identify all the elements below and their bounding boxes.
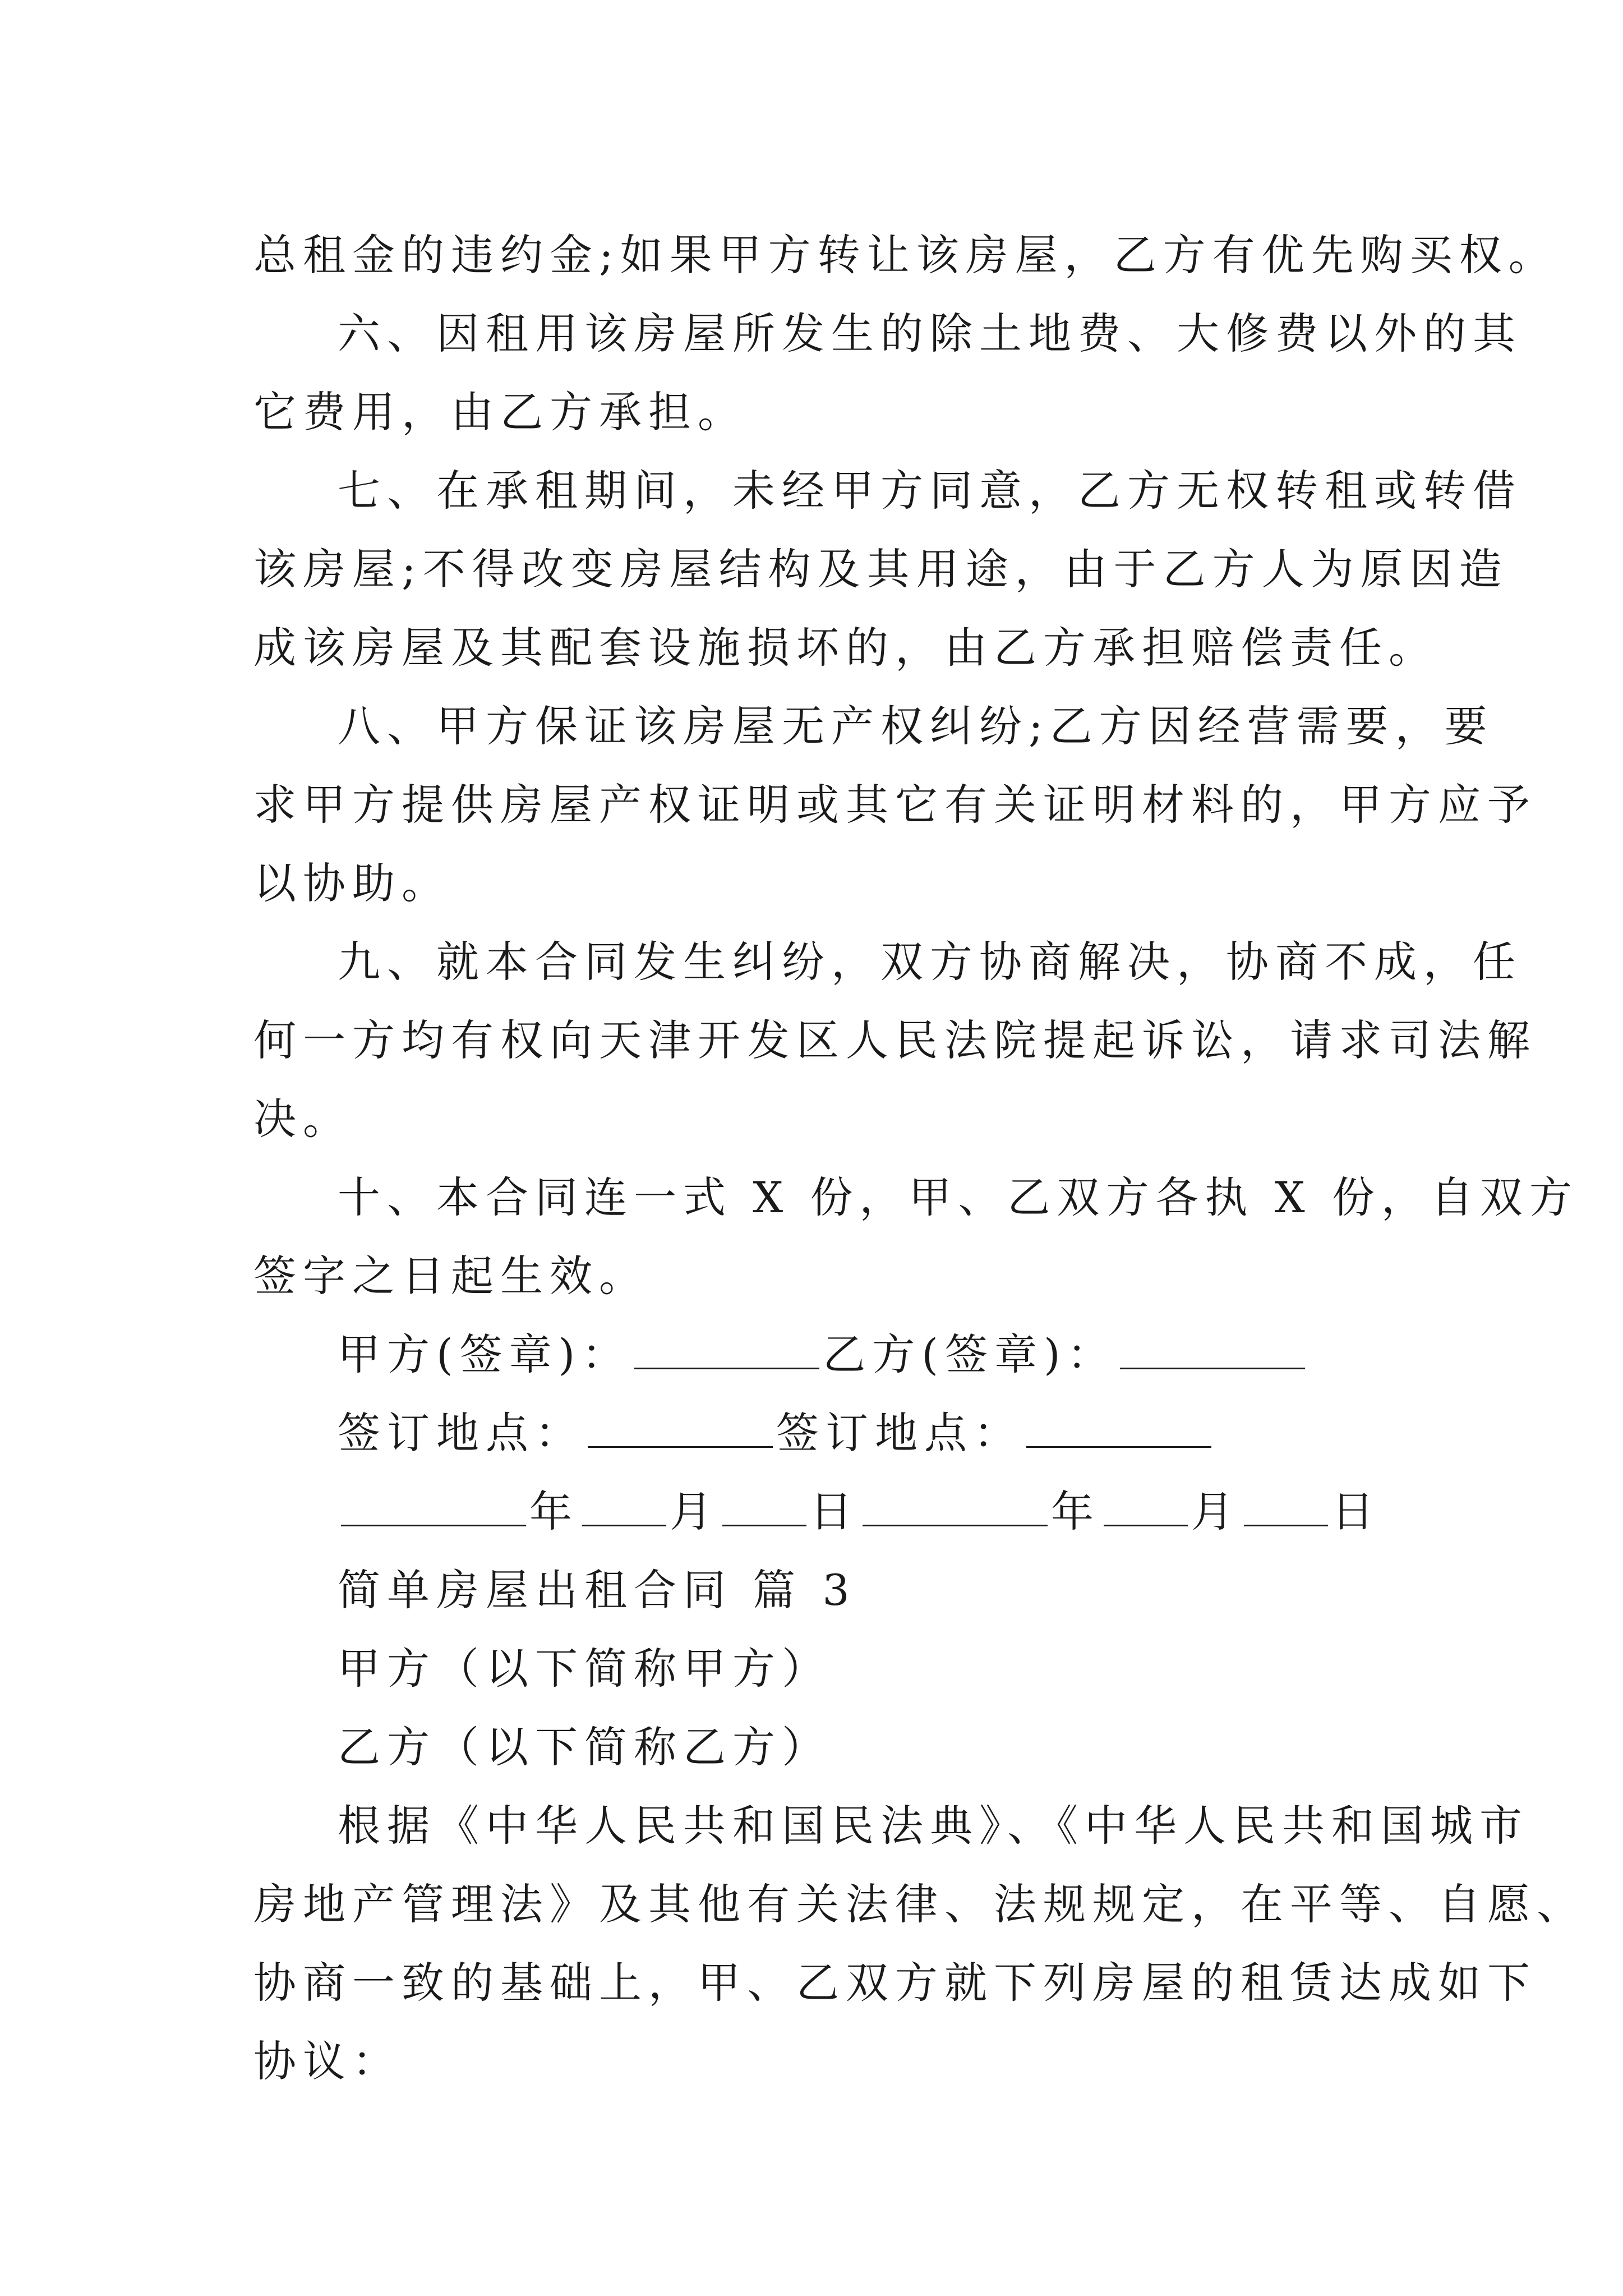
document-body xyxy=(253,216,1586,2101)
clause-9-line: 九、就本合同发生纠纷，双方协商解决，协商不成，任 xyxy=(338,937,1522,987)
party-b-place-label: 签订地点： xyxy=(776,1408,1023,1458)
text-line: 决。 xyxy=(253,1094,352,1144)
text-line: 以协助。 xyxy=(253,858,451,908)
day-label-a: 日 xyxy=(810,1487,859,1536)
signature-row xyxy=(253,1315,1381,1394)
party-a-line: 甲方（以下简称甲方） xyxy=(338,1644,831,1694)
year-label-a: 年 xyxy=(529,1487,579,1536)
text-line: 成该房屋及其配套设施损坏的，由乙方承担赔偿责任。 xyxy=(253,623,1438,673)
month-blank-b xyxy=(1104,1485,1188,1526)
party-b-signature-blank xyxy=(1120,1328,1305,1369)
preamble-line: 协议： xyxy=(253,2036,402,2086)
day-blank-a xyxy=(722,1485,806,1526)
signing-place-row xyxy=(253,1394,1381,1473)
text-line: 它费用，由乙方承担。 xyxy=(253,387,747,437)
party-b-place-blank xyxy=(1026,1407,1211,1448)
clause-7-line: 七、在承租期间，未经甲方同意，乙方无权转租或转借 xyxy=(338,466,1522,516)
year-label-b: 年 xyxy=(1051,1487,1100,1536)
text-line: 求甲方提供房屋产权证明或其它有关证明材料的，甲方应予 xyxy=(253,780,1537,830)
year-blank-b xyxy=(863,1485,1048,1526)
party-b-line: 乙方（以下简称乙方） xyxy=(338,1722,831,1772)
month-label-b: 月 xyxy=(1191,1487,1241,1536)
year-blank-a xyxy=(341,1485,526,1526)
preamble-line: 根据《中华人民共和国民法典》、《中华人民共和国城市 xyxy=(338,1801,1529,1851)
day-label-b: 日 xyxy=(1331,1487,1381,1536)
preamble-line: 房地产管理法》及其他有关法律、法规规定，在平等、自愿、 xyxy=(253,1879,1586,1929)
clause-8-line: 八、甲方保证该房屋无产权纠纷;乙方因经营需要，要 xyxy=(338,701,1494,751)
month-label-a: 月 xyxy=(670,1487,719,1536)
party-a-place-blank xyxy=(588,1407,773,1448)
party-a-signature-label: 甲方(签章)： xyxy=(338,1329,631,1379)
text-line: 该房屋;不得改变房屋结构及其用途，由于乙方人为原因造 xyxy=(253,544,1509,594)
text-line: 签字之日起生效。 xyxy=(253,1251,648,1301)
party-a-signature-blank xyxy=(634,1328,819,1369)
day-blank-b xyxy=(1244,1485,1328,1526)
section-title: 简单房屋出租合同 篇 3 xyxy=(338,1565,856,1615)
date-row xyxy=(253,1473,1381,1551)
month-blank-a xyxy=(582,1485,666,1526)
text-line: 何一方均有权向天津开发区人民法院提起诉讼，请求司法解 xyxy=(253,1015,1537,1065)
clause-10-line: 十、本合同连一式 X 份，甲、乙双方各执 X 份，自双方 xyxy=(338,1172,1579,1222)
text-line: 总租金的违约金;如果甲方转让该房屋，乙方有优先购买权。 xyxy=(253,230,1558,280)
party-b-signature-label: 乙方(签章)： xyxy=(823,1329,1117,1379)
preamble-line: 协商一致的基础上，甲、乙双方就下列房屋的租赁达成如下 xyxy=(253,1958,1537,2008)
clause-6-line: 六、因租用该房屋所发生的除土地费、大修费以外的其 xyxy=(338,309,1522,358)
party-a-place-label: 签订地点： xyxy=(338,1408,584,1458)
